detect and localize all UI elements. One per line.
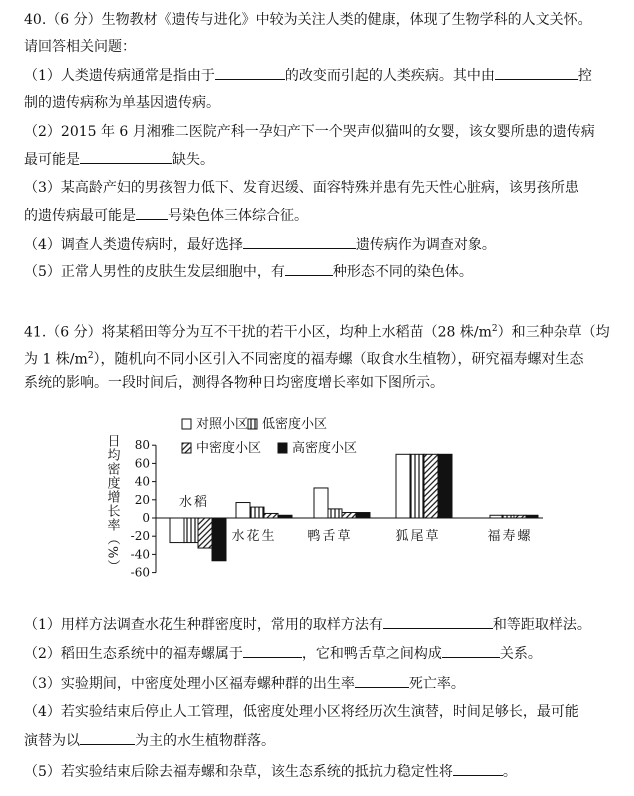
legend-swatch <box>182 419 191 429</box>
legend-swatch <box>248 419 257 429</box>
q41-stem-sup-b: 2 <box>87 351 94 361</box>
q41-part1-text-a: （1）用样方法调查水花生种群密度时，常用的取样方法有 <box>24 617 383 633</box>
q41-blank-5[interactable] <box>80 730 135 745</box>
q41-part3-text-b: 死亡率。 <box>408 676 465 692</box>
q41-blank-4[interactable] <box>355 673 409 688</box>
q40-stem-line1: 40.（6 分）生物教材《遗传与进化》中较为关注人类的健康，体现了生物学科的人文关怀。 <box>24 12 592 28</box>
q41-part2-text-a: （2）稻田生态系统中的福寿螺属于 <box>24 646 243 662</box>
bar-水花生-中密度小区 <box>264 513 278 518</box>
category-label: 鸭舌草 <box>307 529 353 544</box>
q41-part3-text-a: （3）实验期间，中密度处理小区福寿螺种群的出生率 <box>24 676 355 692</box>
bar-狐尾草-对照小区 <box>396 454 410 518</box>
q40-blank-3[interactable] <box>80 149 172 164</box>
q41-part5 <box>24 761 517 782</box>
q40-blank-4[interactable] <box>136 205 168 220</box>
q40-part4 <box>24 234 496 255</box>
q41-stem-text-b: ）和三种杂草（均 <box>497 324 610 341</box>
y-tick-label: 0 <box>142 511 150 525</box>
q40-part1-text-b: 的改变而引起的人类疾病。其中由 <box>284 68 495 84</box>
q40-blank-2[interactable] <box>495 65 578 80</box>
q41-part3 <box>24 673 465 694</box>
bar-水稻-低密度小区 <box>184 518 198 543</box>
y-tick-label: 80 <box>134 438 150 453</box>
q41-stem-text-a: 41.（6 分）将某稻田等分为互不干扰的若干小区，均种上水稻苗（28 株/m <box>24 324 492 341</box>
q40-part1 <box>24 65 592 86</box>
legend-label: 中密度小区 <box>196 441 262 456</box>
y-tick-label: -60 <box>130 565 150 580</box>
category-label: 福寿螺 <box>487 529 533 544</box>
bar-水花生-低密度小区 <box>250 507 264 518</box>
bar-水稻-中密度小区 <box>198 518 212 548</box>
q41-part2-text-c: 关系。 <box>499 646 542 662</box>
legend-label: 高密度小区 <box>292 441 358 456</box>
q41-stem-line2 <box>24 346 584 370</box>
q40-part3-text-a: 的遗传病最可能是 <box>24 208 136 224</box>
q40-part3-text-b: 号染色体三体综合征。 <box>168 208 308 224</box>
bar-水花生-对照小区 <box>236 503 250 518</box>
q41-stem-text-d: ），随机向不同小区引入不同密度的福寿螺（取食水生植物），研究福寿螺对生态 <box>93 351 584 368</box>
q40-part4-text-a: （4）调查人类遗传病时，最好选择 <box>24 237 243 253</box>
bar-福寿螺-高密度小区 <box>526 515 538 518</box>
bar-福寿螺-中密度小区 <box>514 515 526 518</box>
q41-part2-text-b: ，它和鸭舌草之间构成 <box>301 646 442 662</box>
y-tick-label: 40 <box>134 474 150 489</box>
bar-狐尾草-高密度小区 <box>438 454 452 518</box>
q41-part5-text-b: 。 <box>502 764 517 780</box>
bar-水花生-高密度小区 <box>278 515 292 518</box>
q40-part3-line1: （3）某高龄产妇的男孩智力低下、发育迟缓、面容特殊并患有先天性心脏病，该男孩所患 <box>24 180 579 196</box>
q41-blank-2[interactable] <box>243 643 302 658</box>
legend-label: 低密度小区 <box>262 417 328 432</box>
bar-福寿螺-对照小区 <box>490 515 502 518</box>
q41-part4-line2 <box>24 730 275 751</box>
q41-part4-line1: （4）若实验结束后停止人工管理，低密度处理小区将经历次生演替，时间足够长，最可能 <box>24 704 579 720</box>
y-tick-label: 20 <box>134 492 150 507</box>
y-tick-label: 60 <box>134 456 150 471</box>
legend-label: 对照小区 <box>196 417 249 432</box>
q41-stem-line1 <box>24 319 610 343</box>
y-axis-title: 日均密度增长率（%） <box>104 434 120 574</box>
q41-part2 <box>24 643 542 664</box>
q41-blank-6[interactable] <box>453 761 503 776</box>
q40-blank-5[interactable] <box>243 234 356 249</box>
q40-part2-line1: （2）2015 年 6 月湘雅二医院产科一孕妇产下一个哭声似猫叫的女婴，该女婴所患的遗传病 <box>24 124 595 140</box>
q40-part2-text-b: 缺失。 <box>172 152 214 168</box>
bar-水稻-高密度小区 <box>212 518 226 561</box>
bar-鸭舌草-低密度小区 <box>328 509 342 518</box>
q41-stem-text-c: 为 1 株/m <box>24 351 88 368</box>
q40-part2-text-a: 最可能是 <box>24 152 80 168</box>
q41-blank-3[interactable] <box>442 643 500 658</box>
legend-swatch <box>182 443 191 453</box>
q41-part4-text-b: 为主的水生植物群落。 <box>135 733 275 749</box>
q41-part1 <box>24 614 591 635</box>
q41-part4-text-a: 演替为以 <box>24 733 80 749</box>
chart-legend <box>182 416 357 456</box>
q41-part1-text-b: 和等距取样法。 <box>492 617 591 633</box>
bar-狐尾草-中密度小区 <box>424 454 438 518</box>
q40-part1-cont: 制的遗传病称为单基因遗传病。 <box>24 95 220 111</box>
bar-鸭舌草-对照小区 <box>314 488 328 518</box>
q40-part1-text-c: 控 <box>577 68 592 84</box>
legend-swatch <box>278 443 287 453</box>
q41-stem-sup-a: 2 <box>491 324 498 334</box>
chart-labels <box>179 494 533 544</box>
q40-blank-1[interactable] <box>215 65 285 80</box>
q40-part5-text-b: 种形态不同的染色体。 <box>332 264 473 280</box>
bar-鸭舌草-高密度小区 <box>356 513 370 518</box>
q41-stem-line3: 系统的影响。一段时间后，测得各物种日均密度增长率如下图所示。 <box>24 375 444 391</box>
q40-part5 <box>24 261 473 282</box>
q40-part4-text-b: 遗传病作为调查对象。 <box>355 237 496 253</box>
q40-stem-line2: 请回答相关问题： <box>24 39 136 55</box>
category-label: 水花生 <box>231 529 277 544</box>
q40-blank-6[interactable] <box>285 261 333 276</box>
bar-鸭舌草-中密度小区 <box>342 513 356 518</box>
y-tick-label: -20 <box>130 529 150 544</box>
q40-part2-line2 <box>24 149 214 170</box>
bar-狐尾草-低密度小区 <box>410 454 424 518</box>
category-label: 水稻 <box>178 495 210 510</box>
chart-bars <box>170 454 538 560</box>
y-tick-label: -40 <box>130 547 150 562</box>
q41-part5-text-a: （5）若实验结束后除去福寿螺和杂草，该生态系统的抵抗力稳定性将 <box>24 764 453 780</box>
q40-part1-text-a: （1）人类遗传病通常是指由于 <box>24 68 215 84</box>
growth-rate-chart <box>98 414 548 600</box>
bar-福寿螺-低密度小区 <box>502 515 514 518</box>
q40-part5-text-a: （5）正常人男性的皮肤生发层细胞中，有 <box>24 264 285 280</box>
q40-part3-line2 <box>24 205 308 226</box>
bar-水稻-对照小区 <box>170 518 184 543</box>
q41-blank-1[interactable] <box>383 614 493 629</box>
category-label: 狐尾草 <box>395 529 441 544</box>
